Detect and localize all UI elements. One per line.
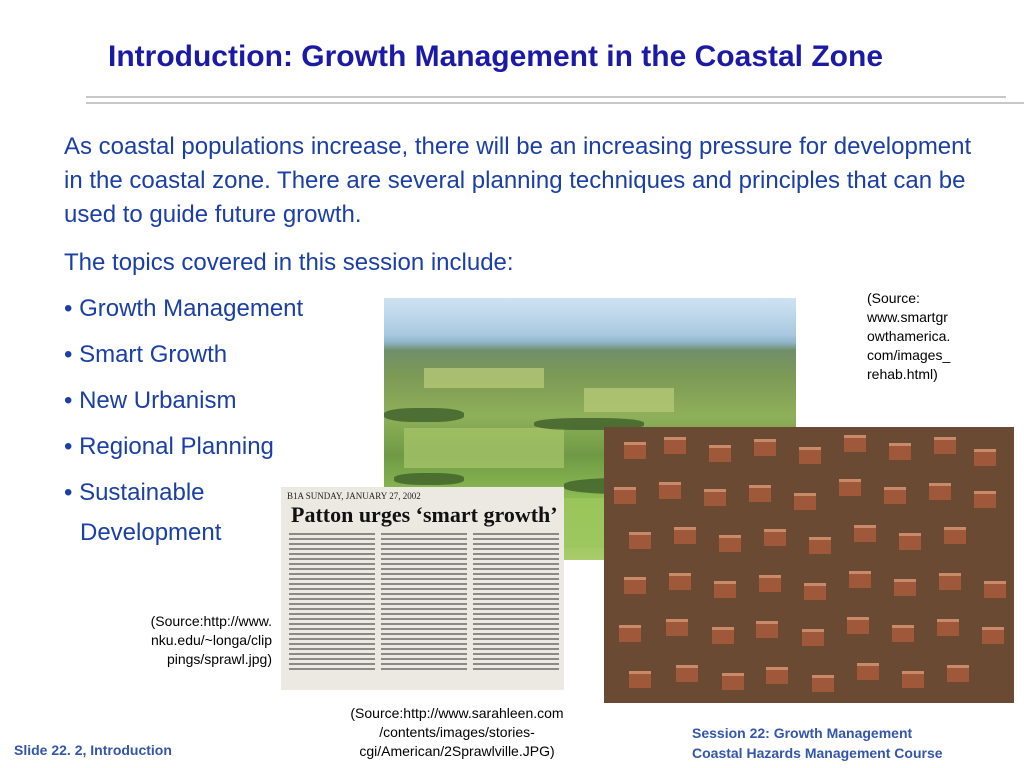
- title-divider-bottom: [86, 102, 1024, 104]
- topic-sustainable: • Sustainable: [64, 479, 205, 506]
- slide-title: Introduction: Growth Management in the Coastal Zone: [108, 40, 884, 73]
- topic-growth-management: • Growth Management: [64, 295, 304, 322]
- footer-course: Coastal Hazards Management Course: [692, 745, 943, 761]
- suburban-houses-photo: [604, 427, 1014, 703]
- topic-regional-planning: • Regional Planning: [64, 433, 274, 460]
- footer-session: Session 22: Growth Management: [692, 725, 913, 741]
- newspaper-column: [289, 533, 375, 683]
- houses-photo-source: (Source:http://www.sarahleen.com /contents/images/stories- cgi/American/2Sprawlville.JPG): [350, 705, 564, 759]
- clipping-source: (Source:http://www. nku.edu/~longa/clip pings/sprawl.jpg): [150, 613, 272, 667]
- topic-development: Development: [80, 519, 222, 546]
- newspaper-column: [473, 533, 559, 683]
- aerial-photo-source: (Source: www.smartgr owthamerica. com/images_ rehab.html): [867, 290, 951, 382]
- newspaper-clipping: [281, 487, 564, 690]
- topic-new-urbanism: • New Urbanism: [64, 387, 237, 414]
- intro-paragraph: As coastal populations increase, there will be an increasing pressure for development in the coastal zone. There are several planning techniques and principles that can be used to guide future growth.: [64, 133, 972, 228]
- newspaper-column: [381, 533, 467, 683]
- newspaper-header: B1A SUNDAY, JANUARY 27, 2002: [287, 491, 421, 501]
- topics-heading: The topics covered in this session include:: [64, 249, 514, 276]
- title-divider-top: [86, 96, 1006, 98]
- slide-number: Slide 22. 2, Introduction: [14, 742, 172, 758]
- topic-smart-growth: • Smart Growth: [64, 341, 228, 368]
- newspaper-headline: Patton urges ‘smart growth’: [291, 502, 558, 527]
